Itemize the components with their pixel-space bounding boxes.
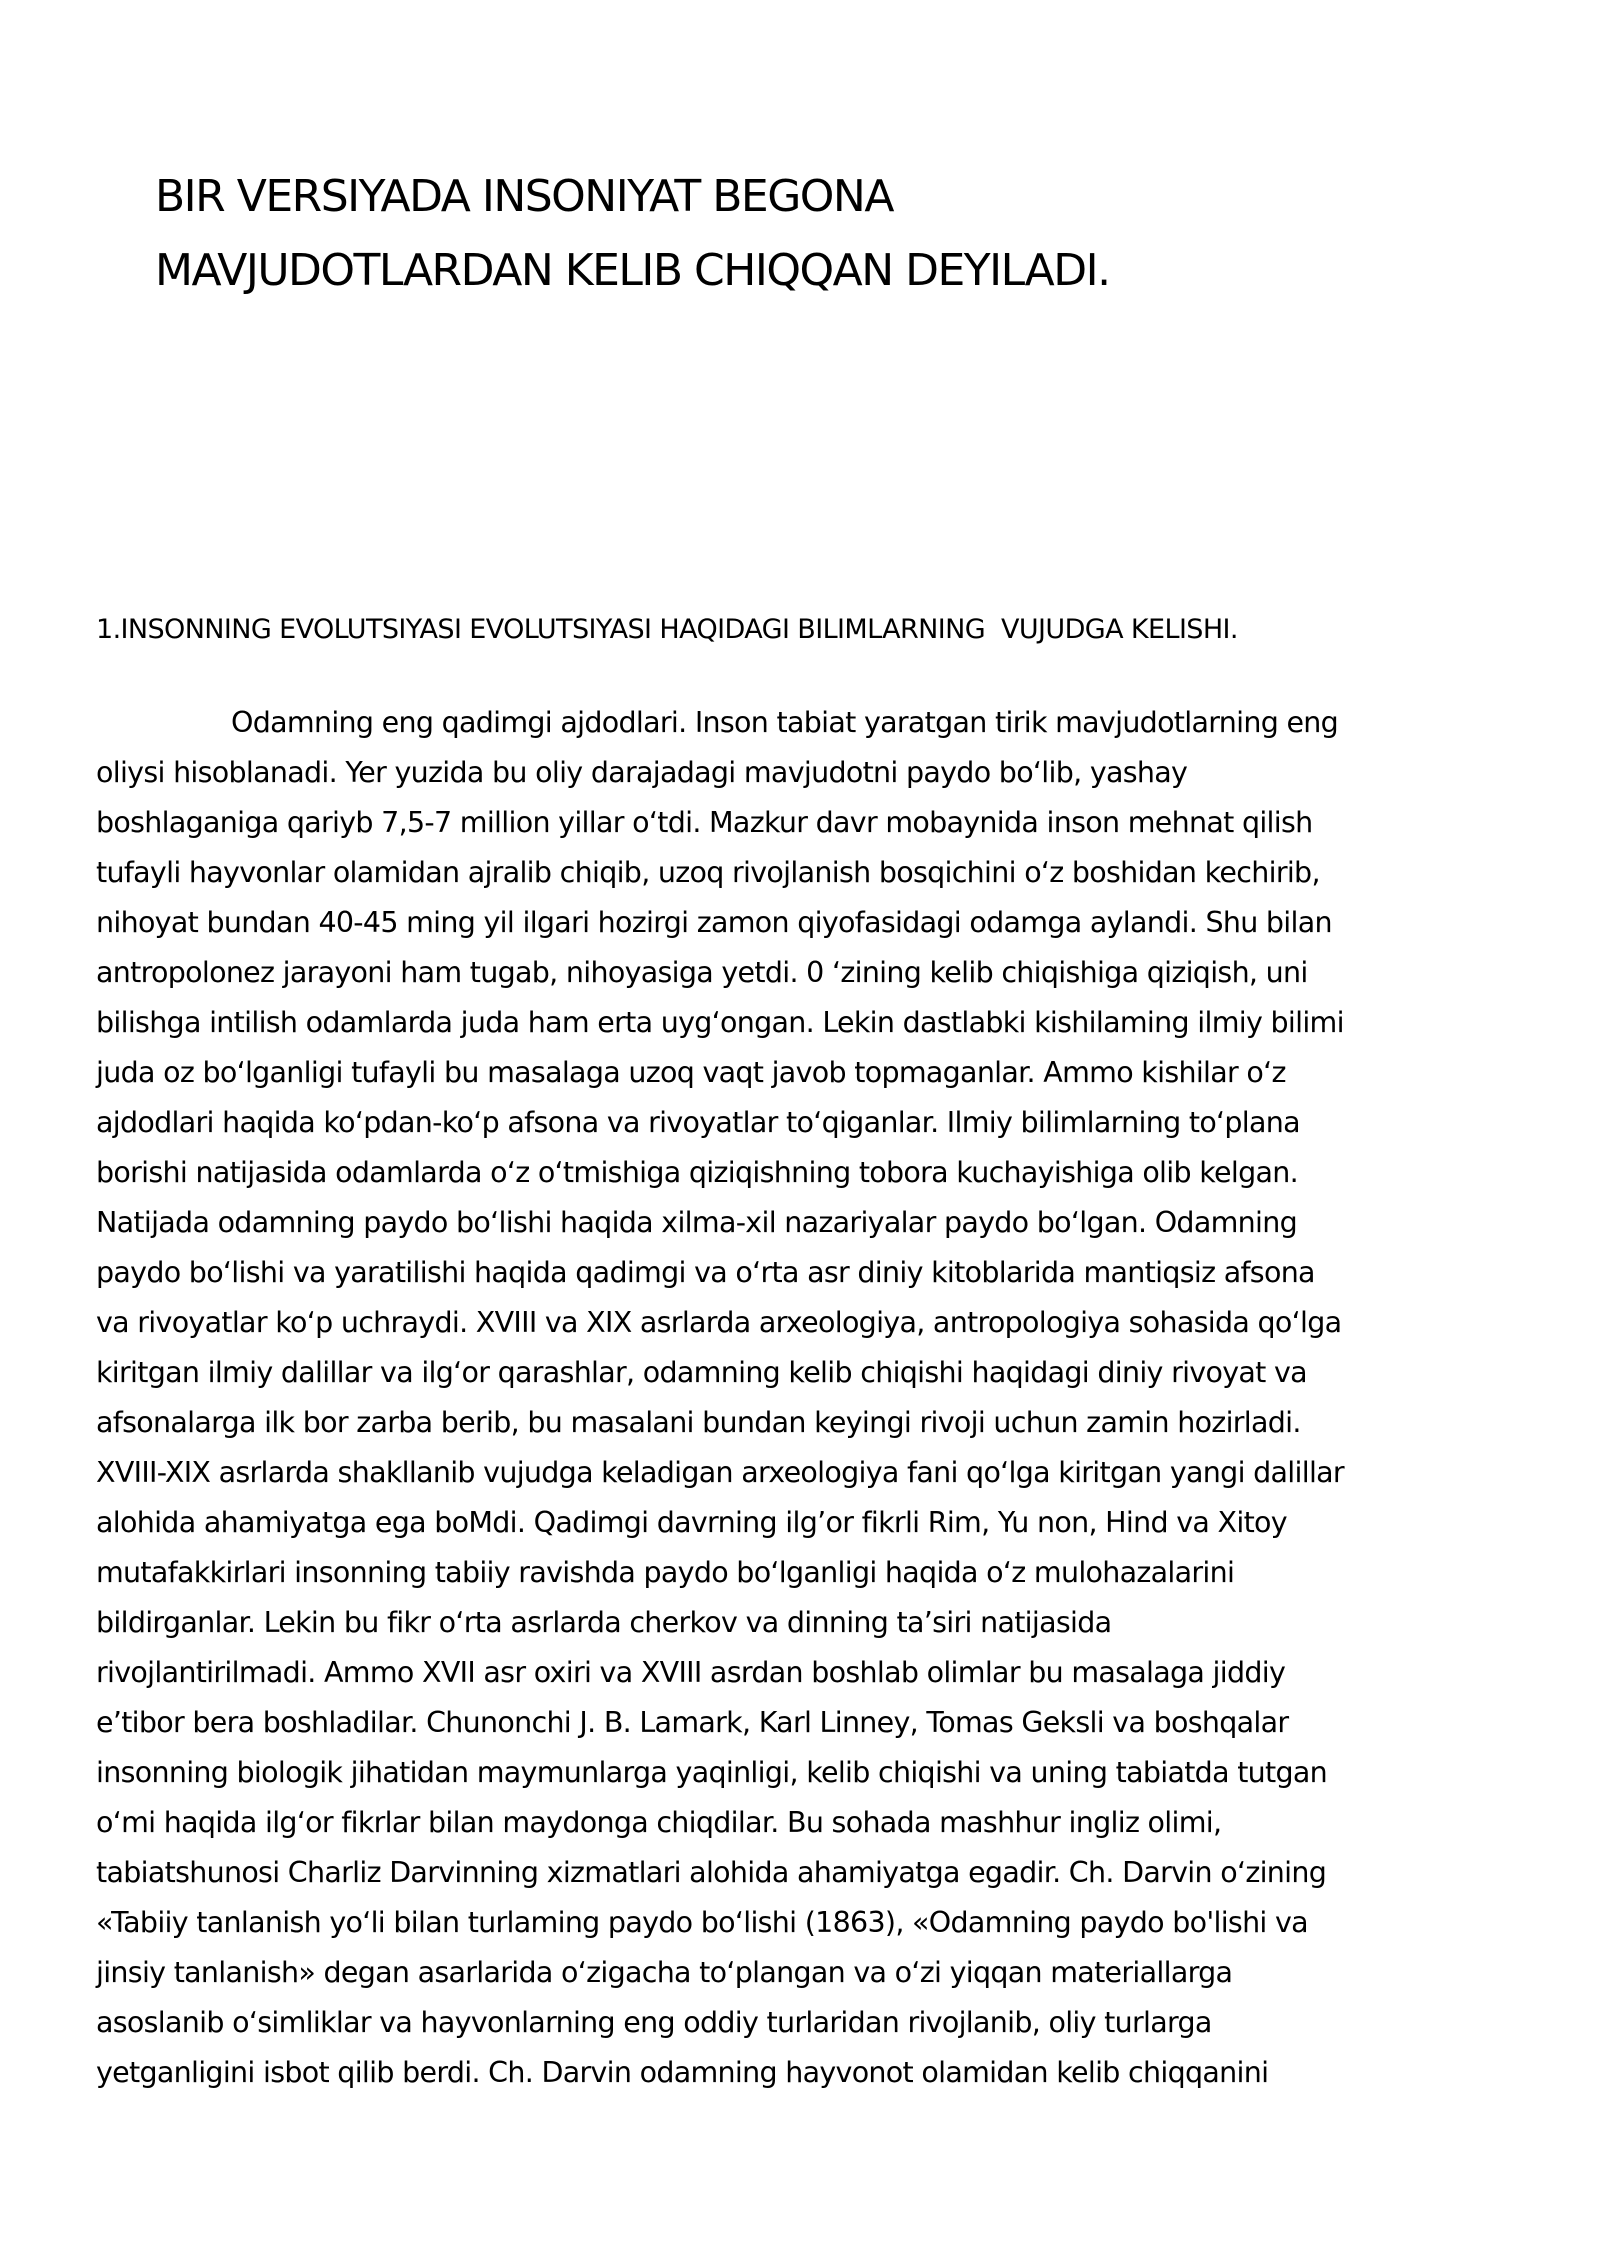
paragraph-line: boshlaganiga qariyb 7,5-7 million yillar oʻtdi. Mazkur davr mobaynida inson mehnat qilish [96,806,1313,839]
paragraph-line: tabiatshunosi Charliz Darvinning xizmatlari alohida ahamiyatga egadir. Ch. Darvin oʻzining [96,1856,1327,1889]
paragraph-line: kiritgan ilmiy dalillar va ilgʻor qarashlar, odamning kelib chiqishi haqidagi diniy rivoyat va [96,1356,1307,1389]
paragraph-line: asoslanib oʻsimliklar va hayvonlarning eng oddiy turlaridan rivojlanib, oliy turlarga [96,2006,1212,2039]
paragraph-line: Odamning eng qadimgi ajdodlari. Inson tabiat yaratgan tirik mavjudotlarning eng [231,706,1339,739]
paragraph-line: insonning biologik jihatidan maymunlarga yaqinligi, kelib chiqishi va uning tabiatda tutgan [96,1756,1328,1789]
section-heading: 1.INSONNING EVOLUTSIYASI EVOLUTSIYASI HAQIDAGI BILIMLARNING VUJUDGA KELISHI. [96,614,1238,645]
body-paragraph [96,698,1516,2098]
paragraph-line: oliysi hisoblanadi. Yer yuzida bu oliy darajadagi mavjudotni paydo boʻlib, yashay [96,756,1188,789]
paragraph-line: bildirganlar. Lekin bu fikr oʻrta asrlarda cherkov va dinning ta’siri natijasida [96,1606,1112,1639]
paragraph-line: XVIII-XIX asrlarda shakllanib vujudga keladigan arxeologiya fani qoʻlga kiritgan yangi dalillar [96,1456,1344,1489]
paragraph-line: e’tibor bera boshladilar. Chunonchi J. B. Lamark, Karl Linney, Tomas Geksli va boshqalar [96,1706,1289,1739]
paragraph-line: nihoyat bundan 40-45 ming yil ilgari hozirgi zamon qiyofasidagi odamga aylandi. Shu bilan [96,906,1332,939]
paragraph-line: alohida ahamiyatga ega boMdi. Qadimgi davrning ilg’or fikrli Rim, Yu non, Hind va Xitoy [96,1506,1287,1539]
paragraph-line: oʻmi haqida ilgʻor fikrlar bilan maydonga chiqdilar. Bu sohada mashhur ingliz olimi, [96,1806,1222,1839]
paragraph-line: rivojlantirilmadi. Ammo XVII asr oxiri va XVIII asrdan boshlab olimlar bu masalaga jiddiy [96,1656,1286,1689]
paragraph-line: juda oz boʻlganligi tufayli bu masalaga uzoq vaqt javob topmaganlar. Ammo kishilar oʻz [96,1056,1286,1089]
document-title [155,160,1455,308]
paragraph-line: va rivoyatlar koʻp uchraydi. XVIII va XIX asrlarda arxeologiya, antropologiya sohasida qoʻlga [96,1306,1342,1339]
paragraph-line: «Tabiiy tanlanish yoʻli bilan turlaming paydo boʻlishi (1863), «Odamning paydo bo'lishi va [96,1906,1308,1939]
paragraph-line: mutafakkirlari insonning tabiiy ravishda paydo boʻlganligi haqida oʻz mulohazalarini [96,1556,1235,1589]
paragraph-line: paydo boʻlishi va yaratilishi haqida qadimgi va oʻrta asr diniy kitoblarida mantiqsiz afsona [96,1256,1315,1289]
paragraph-line: yetganligini isbot qilib berdi. Ch. Darvin odamning hayvonot olamidan kelib chiqqanini [96,2056,1269,2089]
title-line: MAVJUDOTLARDAN KELIB CHIQQAN DEYILADI. [155,245,1110,296]
paragraph-line: jinsiy tanlanish» degan asarlarida oʻzigacha toʻplangan va oʻzi yiqqan materiallarga [96,1956,1233,1989]
paragraph-line: afsonalarga ilk bor zarba berib, bu masalani bundan keyingi rivoji uchun zamin hozirladi. [96,1406,1301,1439]
paragraph-line: Natijada odamning paydo boʻlishi haqida xilma-xil nazariyalar paydo boʻlgan. Odamning [96,1206,1297,1239]
title-line: BIR VERSIYADA INSONIYAT BEGONA [155,171,893,222]
paragraph-line: borishi natijasida odamlarda oʻz oʻtmishiga qiziqishning tobora kuchayishiga olib kelgan. [96,1156,1298,1189]
paragraph-line: ajdodlari haqida koʻpdan-koʻp afsona va rivoyatlar toʻqiganlar. Ilmiy bilimlarning toʻplana [96,1106,1300,1139]
paragraph-line: bilishga intilish odamlarda juda ham erta uygʻongan. Lekin dastlabki kishilaming ilmiy bilimi [96,1006,1344,1039]
paragraph-line: antropolonez jarayoni ham tugab, nihoyasiga yetdi. 0 ʻzining kelib chiqishiga qiziqish, uni [96,956,1308,989]
paragraph-line: tufayli hayvonlar olamidan ajralib chiqib, uzoq rivojlanish bosqichini oʻz boshidan kechirib, [96,856,1320,889]
